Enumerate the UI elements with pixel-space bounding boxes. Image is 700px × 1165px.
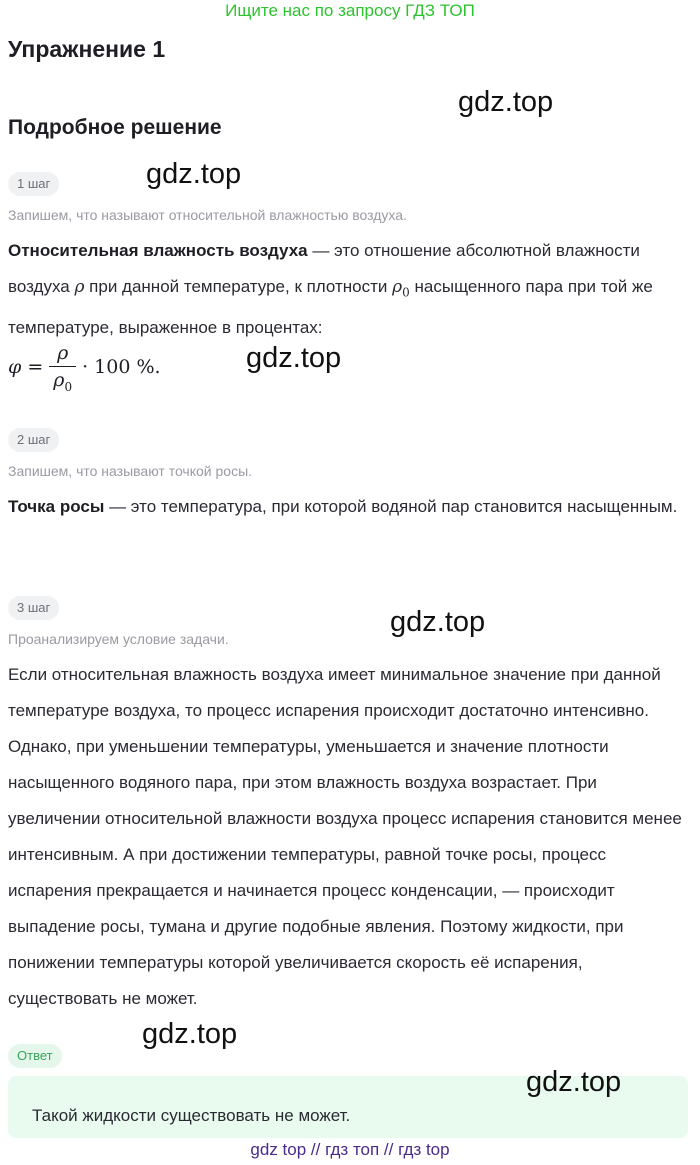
footer-links[interactable]: gdz top // гдз топ // гдз top bbox=[250, 1140, 450, 1159]
formula-denominator: $\rho_0$ bbox=[53, 369, 73, 394]
formula-rhs: · 100 %. bbox=[82, 355, 161, 378]
watermark: gdz.top bbox=[142, 1018, 238, 1050]
step-1-badge: 1 шаг bbox=[8, 172, 59, 196]
step-1-intro: Запишем, что называют относительной влажностью воздуха. bbox=[8, 207, 407, 223]
watermark: gdz.top bbox=[390, 606, 486, 638]
formula-lhs: φ = bbox=[8, 355, 44, 378]
humidity-formula bbox=[8, 342, 161, 398]
step-2-text bbox=[8, 489, 688, 525]
watermark: gdz.top bbox=[246, 342, 342, 374]
step-1-text bbox=[8, 233, 688, 346]
step-2-badge: 2 шаг bbox=[8, 428, 59, 452]
step-1-term: Относительная влажность воздуха bbox=[8, 241, 308, 260]
section-title: Подробное решение bbox=[8, 116, 222, 139]
top-banner[interactable]: Ищите нас по запросу ГДЗ ТОП bbox=[225, 1, 475, 20]
step-1-text-c: насыщенного пара при той же температуре, выраженное в процентах: bbox=[8, 277, 653, 338]
watermark: gdz.top bbox=[458, 86, 554, 118]
watermark: gdz.top bbox=[526, 1066, 622, 1098]
step-3-text: Если относительная влажность воздуха имеет минимальное значение при данной температуре воздуха, то процесс испарения происходит достаточно интенсивно. Однако, при уменьшении температуры, уменьшается и значение плотности насыщенного водяного пара, при этом влажность воздуха возрастает. При увеличении относительной влажности воздуха процесс испарения становится менее интенсивным. А при достижении температуры, равной точке росы, процесс испарения прекращается и начинается процесс конденсации, — происходит выпадение росы, тумана и другие подобные явления. Поэтому жидкости, при понижении температуры которой увеличивается скорость её испарения, существовать не может. bbox=[8, 665, 682, 1008]
answer-badge: Ответ bbox=[8, 1044, 62, 1068]
answer-text: Такой жидкости существовать не может. bbox=[32, 1106, 351, 1125]
step-1-text-a: — это отношение абсолютной влажности воздуха bbox=[8, 241, 640, 296]
rho0-symbol: $\rho_0$ bbox=[392, 277, 410, 300]
watermark: gdz.top bbox=[146, 158, 242, 190]
step-2-definition: — это температура, при которой водяной пар становится насыщенным. bbox=[104, 497, 678, 516]
formula-fraction bbox=[49, 342, 76, 394]
step-3-intro: Проанализируем условие задачи. bbox=[8, 631, 229, 647]
step-1-text-b: при данной температуре, к плотности bbox=[84, 277, 393, 296]
page-title: Упражнение 1 bbox=[8, 36, 166, 62]
rho-symbol: ρ bbox=[74, 277, 85, 297]
step-2-intro: Запишем, что называют точкой росы. bbox=[8, 463, 253, 479]
step-2-term: Точка росы bbox=[8, 497, 105, 516]
formula-numerator: ρ bbox=[49, 342, 76, 367]
step-3-badge: 3 шаг bbox=[8, 596, 59, 620]
